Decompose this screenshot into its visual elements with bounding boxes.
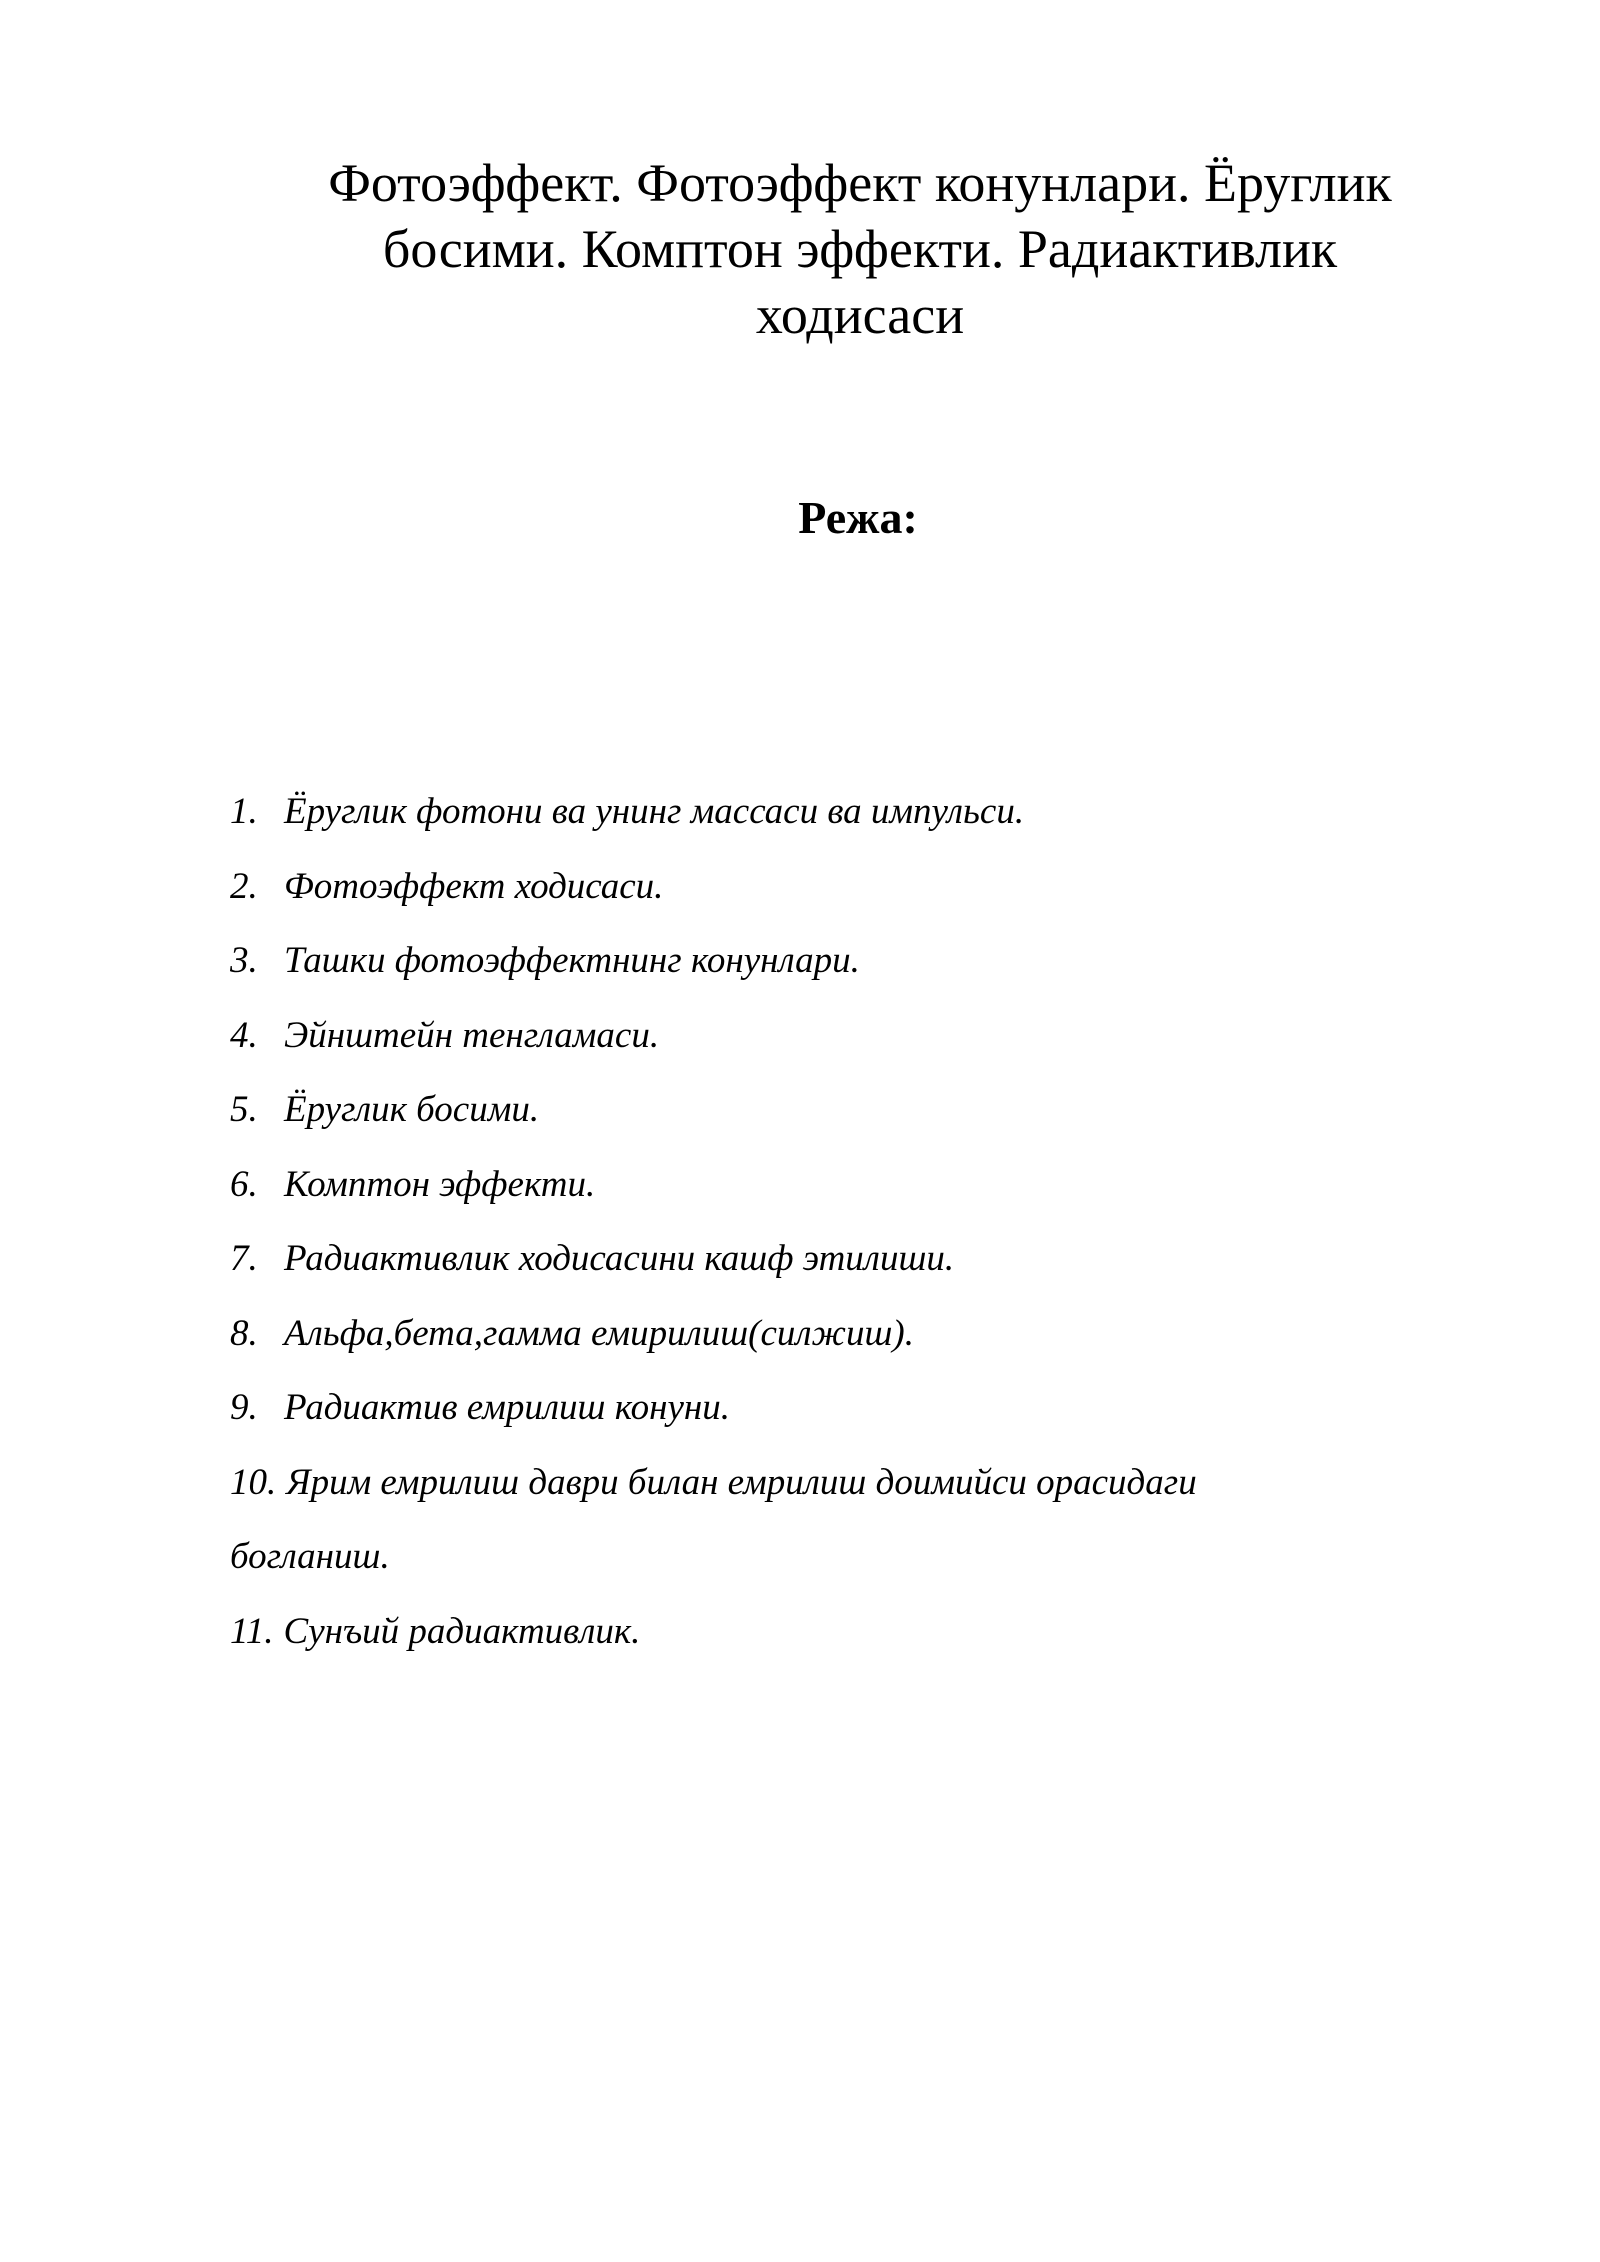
list-item-number: 2. xyxy=(230,866,258,907)
list-item-text: Ярим емрилиш даври билан емрилиш доимийси орасидаги xyxy=(286,1462,1197,1503)
list-item xyxy=(230,1163,595,1207)
list-item-number: 10. xyxy=(230,1462,277,1503)
list-item xyxy=(230,1014,659,1058)
list-item-number: 7. xyxy=(230,1238,258,1279)
list-item-number: 9. xyxy=(230,1387,258,1428)
list-item-text: Радиактив емрилиш конуни. xyxy=(284,1387,730,1428)
list-item xyxy=(230,790,1024,834)
list-item-number: 8. xyxy=(230,1313,258,1354)
list-item xyxy=(230,1088,539,1132)
list-item-number: 5. xyxy=(230,1089,258,1130)
list-item-text: Ташки фотоэффектнинг конунлари. xyxy=(284,940,860,981)
list-item-text: Фотоэффект ходисаси. xyxy=(284,866,664,907)
list-item xyxy=(230,1312,914,1356)
list-item-continuation xyxy=(230,1535,390,1579)
list-item xyxy=(230,1386,730,1430)
title-line-3: ходисаси xyxy=(755,285,965,345)
list-item xyxy=(230,865,663,909)
list-item-text: Комптон эффекти. xyxy=(284,1164,596,1205)
list-item-text: Альфа,бета,гамма емирилиш(силжиш). xyxy=(284,1313,914,1354)
page-title xyxy=(230,150,1490,348)
title-line-2: босими. Комптон эффекти. Радиактивлик xyxy=(382,219,1338,279)
list-item xyxy=(230,1461,1197,1505)
list-item-number: 1. xyxy=(230,791,258,832)
list-item-text: богланиш. xyxy=(230,1536,390,1577)
list-item-number: 4. xyxy=(230,1015,258,1056)
list-item-text: Ёруглик фотони ва унинг массаси ва импульси. xyxy=(284,791,1025,832)
list-item-text: Радиактивлик ходисасини кашф этилиши. xyxy=(284,1238,955,1279)
list-item-text: Эйнштейн тенгламаси. xyxy=(284,1015,660,1056)
list-item-text: Сунъий радиактивлик. xyxy=(283,1611,641,1652)
list-item xyxy=(230,1610,640,1654)
list-item-text: Ёруглик босими. xyxy=(284,1089,540,1130)
list-item-number: 11. xyxy=(230,1611,274,1652)
plan-heading: Режа: xyxy=(798,492,918,543)
list-item-number: 6. xyxy=(230,1164,258,1205)
title-line-1: Фотоэффект. Фотоэффект конунлари. Ёруглик xyxy=(328,153,1392,213)
list-item xyxy=(230,1237,954,1281)
list-item-number: 3. xyxy=(230,940,258,981)
list-item xyxy=(230,939,860,983)
